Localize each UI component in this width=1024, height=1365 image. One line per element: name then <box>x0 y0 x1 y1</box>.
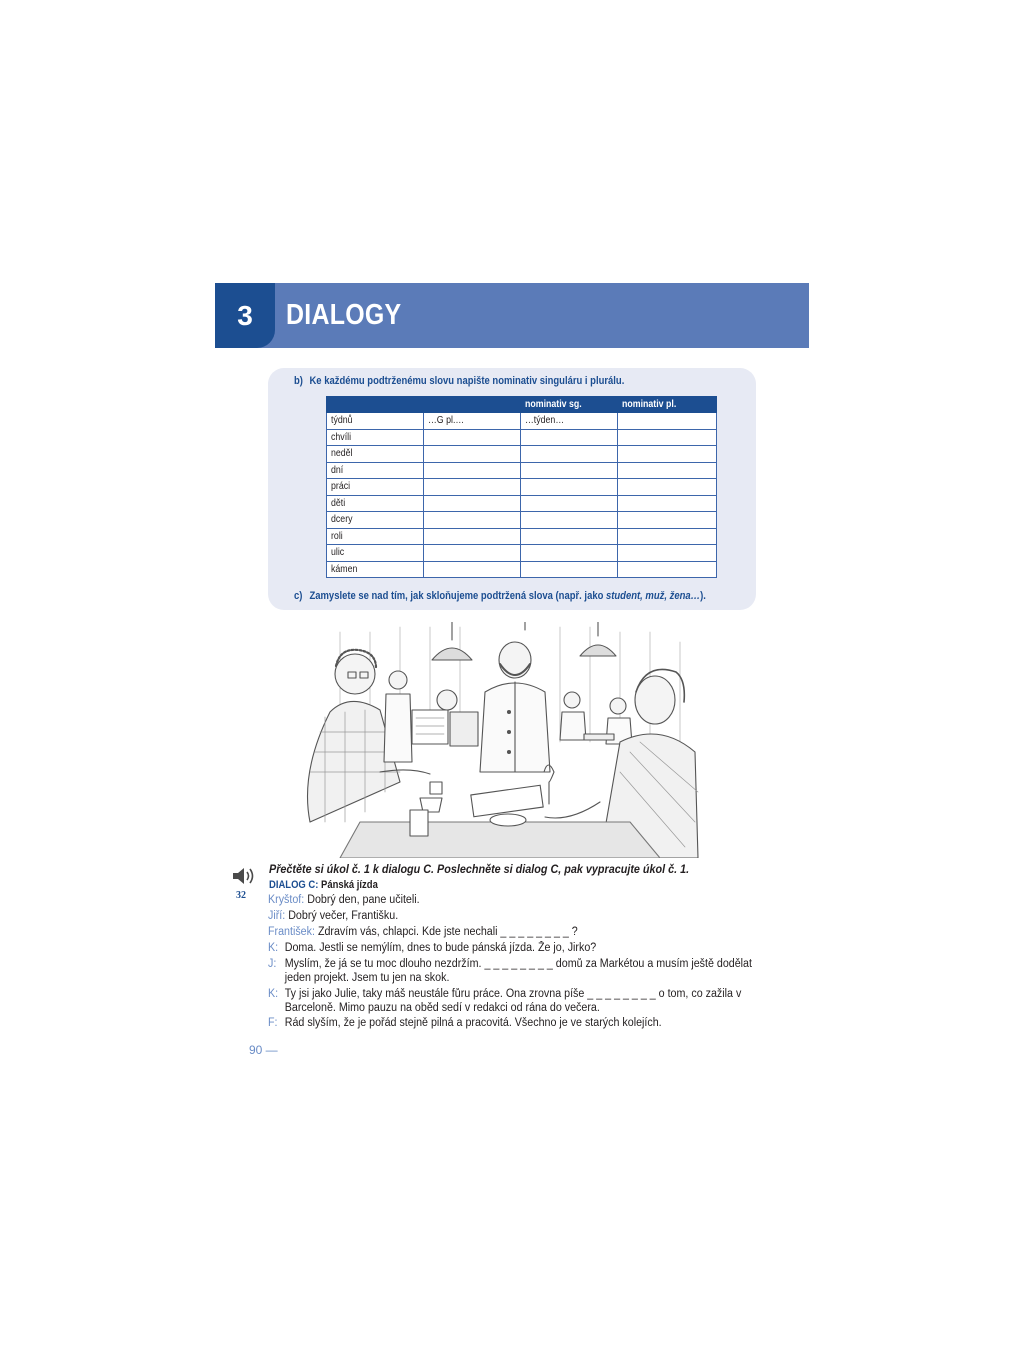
table-answer-cell[interactable] <box>521 545 618 562</box>
table-answer-cell[interactable]: …G pl.… <box>424 413 521 430</box>
table-answer-cell[interactable] <box>618 561 717 578</box>
table-answer-cell[interactable] <box>521 479 618 496</box>
cafe-scene-illustration <box>300 622 700 858</box>
table-answer-cell[interactable] <box>424 528 521 545</box>
table-answer-cell[interactable] <box>521 528 618 545</box>
table-header-row <box>327 397 717 413</box>
table-answer-cell[interactable] <box>618 512 717 529</box>
task-c-letter: c) <box>294 590 303 602</box>
dialog-text: Zdravím vás, chlapci. Kde jste nechali _ _ _ _ _ _ _ _ ? <box>317 926 578 938</box>
chapter-number: 3 <box>237 300 253 331</box>
table-answer-cell[interactable] <box>521 462 618 479</box>
dialog-label: DIALOG C: <box>269 879 319 891</box>
standing-woman-figure <box>384 671 412 762</box>
table-word-cell: roli <box>327 528 424 545</box>
dialog-speaker: Kryštof: <box>268 894 305 906</box>
table-row <box>327 545 717 562</box>
table-answer-cell[interactable] <box>618 413 717 430</box>
dialog-text: Doma. Jestli se nemýlím, dnes to bude pánská jízda. Že jo, Jirko? <box>284 942 597 954</box>
dialog-line <box>268 987 758 1015</box>
table-word-cell: dcery <box>327 512 424 529</box>
table-answer-cell[interactable] <box>521 429 618 446</box>
task-c-text-start: Zamyslete se nad tím, jak skloňujeme podtržená slova (např. jako <box>309 590 606 602</box>
table-answer-cell[interactable] <box>618 545 717 562</box>
dialog-speaker: F: <box>268 1017 278 1029</box>
audio-track-number: 32 <box>236 890 246 901</box>
table-answer-cell[interactable] <box>424 561 521 578</box>
table-row <box>327 528 717 545</box>
table-header-cell <box>327 397 424 413</box>
newspaper-reader-figure <box>412 690 478 746</box>
table-word-cell: děti <box>327 495 424 512</box>
dialog-title <box>269 879 378 891</box>
table-answer-cell[interactable] <box>618 462 717 479</box>
waiter-figure <box>480 642 550 772</box>
table-answer-cell[interactable] <box>424 495 521 512</box>
task-c-text-end: ). <box>700 590 706 602</box>
table-answer-cell[interactable]: …týden… <box>521 413 618 430</box>
dialog-speaker: Jiří: <box>268 910 286 922</box>
table-word-cell: týdnů <box>327 413 424 430</box>
dialog-line <box>268 909 758 923</box>
task-b-letter: b) <box>294 375 303 387</box>
dialog-line <box>268 893 758 907</box>
table-answer-cell[interactable] <box>424 545 521 562</box>
dialog-line <box>268 925 758 939</box>
table-word-cell: ulic <box>327 545 424 562</box>
table-row <box>327 429 717 446</box>
table-row <box>327 446 717 463</box>
table-word-cell: práci <box>327 479 424 496</box>
table-word-cell: neděl <box>327 446 424 463</box>
page-number: 90 — <box>249 1043 278 1057</box>
table-row <box>327 561 717 578</box>
speaker-icon[interactable] <box>231 866 255 886</box>
table-row <box>327 462 717 479</box>
table-word-cell: chvíli <box>327 429 424 446</box>
table-word-cell: dní <box>327 462 424 479</box>
task-b-text: Ke každému podtrženému slovu napište nominativ singuláru i plurálu. <box>309 375 625 387</box>
table-answer-cell[interactable] <box>424 462 521 479</box>
table-row <box>327 413 717 430</box>
dialog-text: Rád slyším, že je pořád stejně pilná a pracovitá. Všechno je ve starých kolejích. <box>284 1017 662 1029</box>
dialog-text: Dobrý večer, Františku. <box>288 910 399 922</box>
table-row <box>327 495 717 512</box>
dialog-speaker: K: <box>268 942 279 954</box>
table-answer-cell[interactable] <box>618 479 717 496</box>
table-answer-cell[interactable] <box>618 495 717 512</box>
dialog-line <box>268 1016 758 1030</box>
table-header-nominativ-pl: nominativ pl. <box>618 397 717 413</box>
nominative-table <box>326 396 717 578</box>
table-row <box>327 512 717 529</box>
task-b-instruction <box>294 375 624 387</box>
table-header-cell <box>424 397 521 413</box>
dialog-speaker: František: <box>268 926 315 938</box>
chapter-title: DIALOGY <box>286 299 402 331</box>
table-answer-cell[interactable] <box>521 495 618 512</box>
dialog-name: Pánská jízda <box>321 879 378 891</box>
dialog-text: Myslím, že já se tu moc dlouho nezdržím. _ _ _ _ _ _ _ _ domů za Markétou a musím ještě dodělat jeden projekt. Jsem tu jen na skok. <box>284 958 752 984</box>
table-answer-cell[interactable] <box>424 479 521 496</box>
table-word-cell: kámen <box>327 561 424 578</box>
background-couple-figure <box>560 692 632 744</box>
dialog-speaker: K: <box>268 988 279 1000</box>
task-c-instruction <box>294 590 706 602</box>
table-answer-cell[interactable] <box>618 528 717 545</box>
table-row <box>327 479 717 496</box>
dialog-text: Dobrý den, pane učiteli. <box>307 894 420 906</box>
dialog-text: Ty jsi jako Julie, taky máš neustále fůru práce. Ona zrovna píše _ _ _ _ _ _ _ _ o tom, co zažila v Barceloně. Mimo pauzu na oběd sedí v redakci od rána do večera. <box>284 988 742 1014</box>
dialog-line <box>268 941 758 955</box>
table-answer-cell[interactable] <box>618 446 717 463</box>
dialog-speaker: J: <box>268 958 277 970</box>
dialog-line <box>268 957 758 985</box>
table-answer-cell[interactable] <box>424 429 521 446</box>
table-answer-cell[interactable] <box>521 446 618 463</box>
table-answer-cell[interactable] <box>521 512 618 529</box>
task-c-examples: student, muž, žena… <box>605 590 701 602</box>
dialog-instruction: Přečtěte si úkol č. 1 k dialogu C. Poslechněte si dialog C, pak vypracujte úkol č. 1. <box>269 862 690 876</box>
table-answer-cell[interactable] <box>424 512 521 529</box>
table-answer-cell[interactable] <box>618 429 717 446</box>
table-header-nominativ-sg: nominativ sg. <box>521 397 618 413</box>
table-answer-cell[interactable] <box>424 446 521 463</box>
table-answer-cell[interactable] <box>521 561 618 578</box>
